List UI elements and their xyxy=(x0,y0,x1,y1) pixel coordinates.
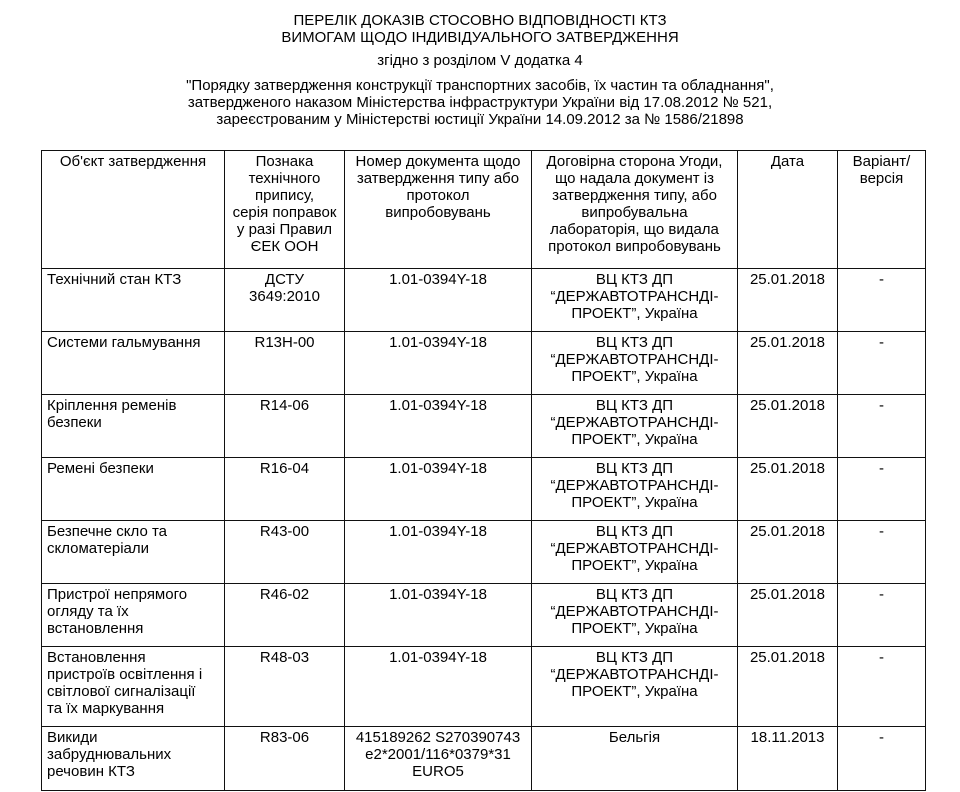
cell-document: 1.01-0394Y-18 xyxy=(345,332,532,395)
cell-date: 25.01.2018 xyxy=(738,458,838,521)
table-row xyxy=(42,727,926,791)
cell-marking: R83-06 xyxy=(225,727,345,791)
cell-variant: - xyxy=(838,395,926,458)
table-row xyxy=(42,332,926,395)
cell-party: ВЦ КТЗ ДП “ДЕРЖАВТОТРАНСНДІ- ПРОЕКТ”, Україна xyxy=(532,395,738,458)
cell-party: ВЦ КТЗ ДП “ДЕРЖАВТОТРАНСНДІ- ПРОЕКТ”, Україна xyxy=(532,458,738,521)
title-line-2: ВИМОГАМ ЩОДО ІНДИВІДУАЛЬНОГО ЗАТВЕРДЖЕННЯ xyxy=(281,29,679,46)
column-header-date: Дата xyxy=(738,151,838,269)
cell-date: 25.01.2018 xyxy=(738,647,838,727)
cell-party: Бельгія xyxy=(532,727,738,791)
cell-marking: R48-03 xyxy=(225,647,345,727)
cell-date: 25.01.2018 xyxy=(738,332,838,395)
table-row xyxy=(42,395,926,458)
cell-object: Безпечне скло та скломатеріали xyxy=(42,521,225,584)
column-header-variant: Варіант/ версія xyxy=(838,151,926,269)
cell-variant: - xyxy=(838,647,926,727)
evidence-table xyxy=(41,150,926,791)
table-row xyxy=(42,269,926,332)
cell-object: Пристрої непрямого огляду та їх встановлення xyxy=(42,584,225,647)
subtitle: згідно з розділом V додатка 4 xyxy=(377,52,583,69)
table-row xyxy=(42,584,926,647)
column-header-object: Об'єкт затвердження xyxy=(42,151,225,269)
cell-document: 1.01-0394Y-18 xyxy=(345,269,532,332)
cell-variant: - xyxy=(838,458,926,521)
cell-object: Встановлення пристроїв освітлення і світлової сигналізації та їх маркування xyxy=(42,647,225,727)
cell-party: ВЦ КТЗ ДП “ДЕРЖАВТОТРАНСНДІ- ПРОЕКТ”, Україна xyxy=(532,269,738,332)
cell-object: Ремені безпеки xyxy=(42,458,225,521)
cell-document: 1.01-0394Y-18 xyxy=(345,458,532,521)
cell-marking: R13H-00 xyxy=(225,332,345,395)
cell-date: 25.01.2018 xyxy=(738,395,838,458)
cell-date: 18.11.2013 xyxy=(738,727,838,791)
cell-object: Кріплення ременів безпеки xyxy=(42,395,225,458)
cell-party: ВЦ КТЗ ДП “ДЕРЖАВТОТРАНСНДІ- ПРОЕКТ”, Україна xyxy=(532,647,738,727)
cell-marking: R43-00 xyxy=(225,521,345,584)
cell-variant: - xyxy=(838,332,926,395)
cell-object: Системи гальмування xyxy=(42,332,225,395)
title-line-1: ПЕРЕЛІК ДОКАЗІВ СТОСОВНО ВІДПОВІДНОСТІ КТЗ xyxy=(293,12,667,29)
cell-variant: - xyxy=(838,727,926,791)
cell-date: 25.01.2018 xyxy=(738,521,838,584)
cell-variant: - xyxy=(838,584,926,647)
cell-object: Викиди забруднювальних речовин КТЗ xyxy=(42,727,225,791)
table-row xyxy=(42,647,926,727)
cell-document: 415189262 S270390743 e2*2001/116*0379*31 EURO5 xyxy=(345,727,532,791)
reference-line-3: зареєстрованим у Міністерстві юстиції України 14.09.2012 за № 1586/21898 xyxy=(216,111,744,128)
cell-marking: R46-02 xyxy=(225,584,345,647)
column-header-marking: Познака технічного припису, серія поправок у разі Правил ЄЕК ООН xyxy=(225,151,345,269)
cell-marking: R16-04 xyxy=(225,458,345,521)
cell-party: ВЦ КТЗ ДП “ДЕРЖАВТОТРАНСНДІ- ПРОЕКТ”, Україна xyxy=(532,521,738,584)
cell-document: 1.01-0394Y-18 xyxy=(345,584,532,647)
cell-document: 1.01-0394Y-18 xyxy=(345,647,532,727)
cell-date: 25.01.2018 xyxy=(738,584,838,647)
cell-marking: ДСТУ 3649:2010 xyxy=(225,269,345,332)
cell-date: 25.01.2018 xyxy=(738,269,838,332)
cell-party: ВЦ КТЗ ДП “ДЕРЖАВТОТРАНСНДІ- ПРОЕКТ”, Україна xyxy=(532,584,738,647)
cell-object: Технічний стан КТЗ xyxy=(42,269,225,332)
reference-line-1: "Порядку затвердження конструкції транспортних засобів, їх частин та обладнання", xyxy=(186,77,774,94)
table-row xyxy=(42,458,926,521)
column-header-document: Номер документа щодо затвердження типу або протокол випробовувань xyxy=(345,151,532,269)
cell-document: 1.01-0394Y-18 xyxy=(345,521,532,584)
column-header-party: Договірна сторона Угоди, що надала документ із затвердження типу, або випробувальна лабораторія, що видала протокол випробовувань xyxy=(532,151,738,269)
cell-variant: - xyxy=(838,269,926,332)
table-row xyxy=(42,521,926,584)
cell-party: ВЦ КТЗ ДП “ДЕРЖАВТОТРАНСНДІ- ПРОЕКТ”, Україна xyxy=(532,332,738,395)
cell-document: 1.01-0394Y-18 xyxy=(345,395,532,458)
cell-variant: - xyxy=(838,521,926,584)
document-header xyxy=(0,12,960,128)
table-header-row xyxy=(42,151,926,269)
reference-line-2: затвердженого наказом Міністерства інфраструктури України від 17.08.2012 № 521, xyxy=(187,94,773,111)
cell-marking: R14-06 xyxy=(225,395,345,458)
